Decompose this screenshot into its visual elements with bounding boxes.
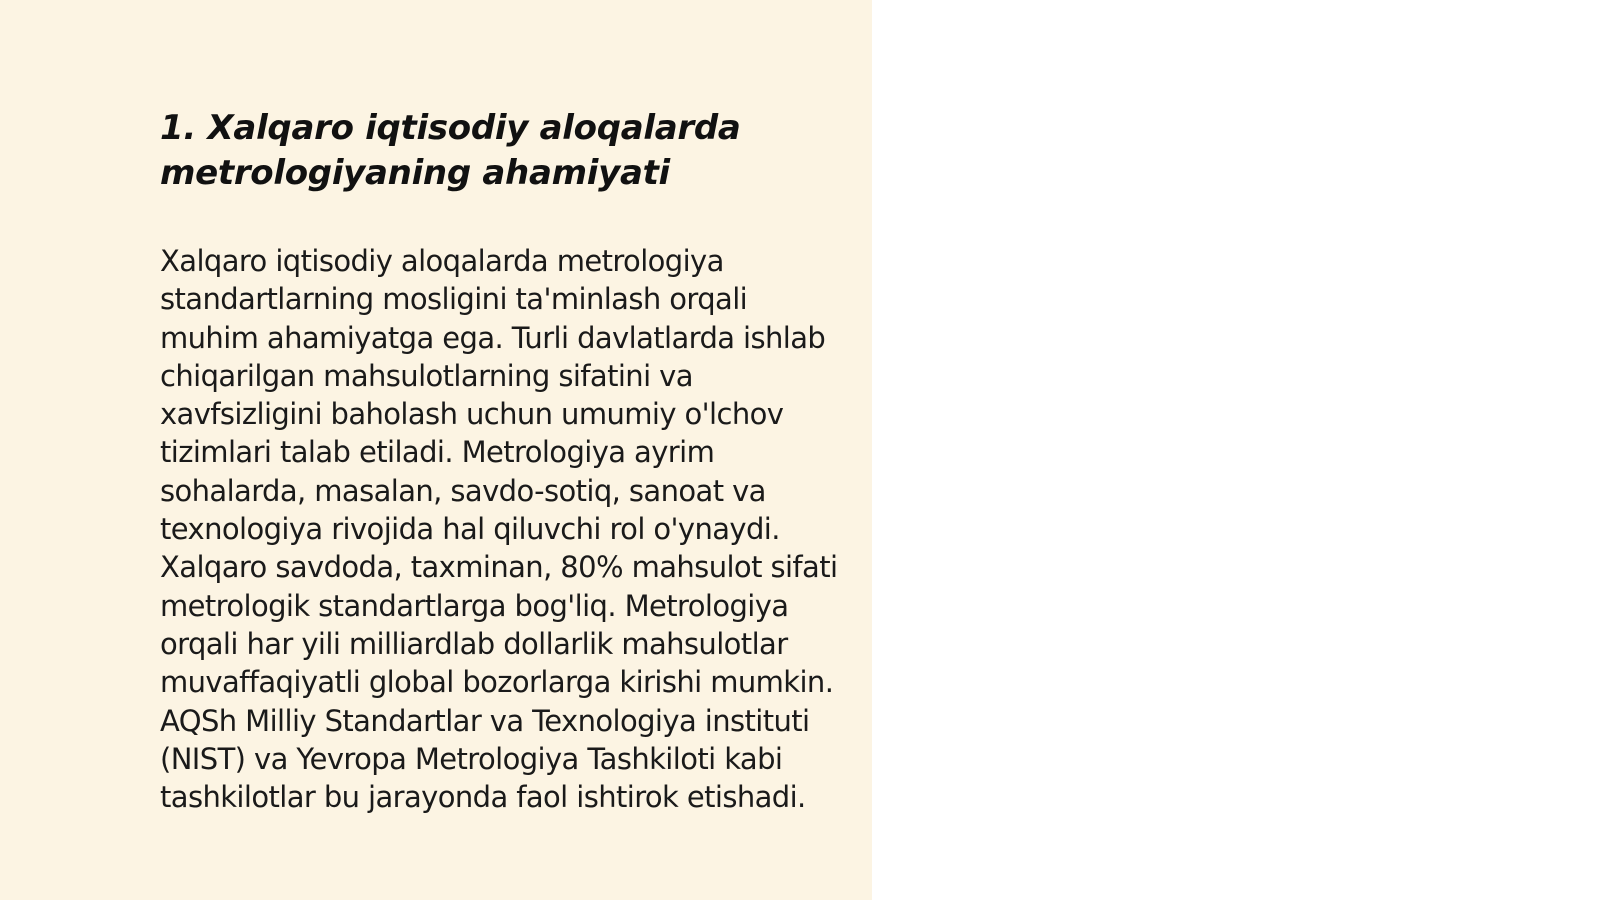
slide-title: 1. Xalqaro iqtisodiy aloqalarda metrologiyaning ahamiyati [160, 108, 741, 193]
slide-body-text: Xalqaro iqtisodiy aloqalarda metrologiya standartlarning mosligini ta'minlash orqali muhim ahamiyatga ega. Turli davlatlarda ishlab chiqarilgan mahsulotlarning sifatini va xavfsizligini baholash uchun umumiy o'lchov tizimlari talab etiladi. Metrologiya ayrim sohalarda, masalan, savdo-sotiq, sanoat va texnologiya rivojida hal qiluvchi rol o'ynaydi. Xalqaro savdoda, taxminan, 80% mahsulot sifati metrologik standartlarga bog'liq. Metrologiya orqali har yili milliardlab dollarlik mahsulotlar muvaffaqiyatli global bozorlarga kirishi mumkin. AQSh Milliy Standartlar va Texnologiya instituti (NIST) va Yevropa Metrologiya Tashkiloti kabi tashkilotlar bu jarayonda faol ishtirok etishadi. [160, 244, 838, 815]
blank-panel [872, 0, 1600, 900]
slide-content [160, 106, 850, 816]
